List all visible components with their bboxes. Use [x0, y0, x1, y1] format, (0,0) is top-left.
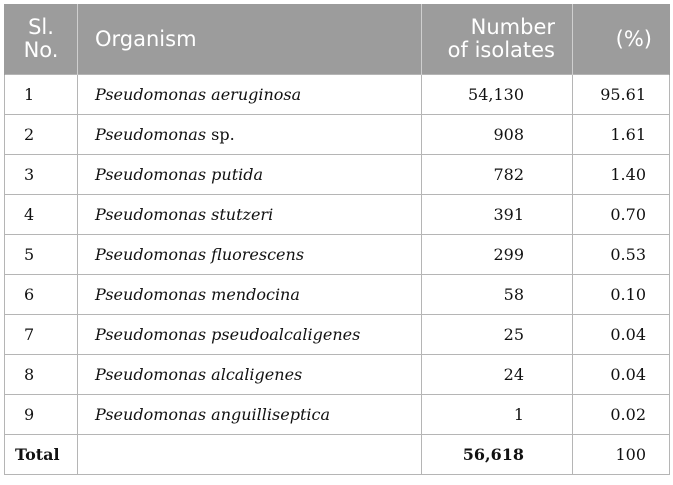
- cell-isolates: 54,130: [422, 75, 573, 115]
- cell-percent: 1.40: [573, 155, 670, 195]
- cell-organism: [78, 115, 422, 155]
- cell-sl-no: 8: [5, 355, 78, 395]
- organism-species: sp.: [211, 125, 235, 144]
- cell-organism: [78, 395, 422, 435]
- total-label: Total: [5, 435, 78, 475]
- cell-isolates: 391: [422, 195, 573, 235]
- cell-organism: [78, 355, 422, 395]
- cell-organism: [78, 75, 422, 115]
- table-row: [5, 195, 670, 235]
- table-row: [5, 155, 670, 195]
- table-row: [5, 235, 670, 275]
- cell-percent: 0.10: [573, 275, 670, 315]
- cell-isolates: 908: [422, 115, 573, 155]
- cell-sl-no: 9: [5, 395, 78, 435]
- organism-genus: Pseudomonas: [95, 205, 207, 224]
- cell-sl-no: 1: [5, 75, 78, 115]
- table-row: [5, 75, 670, 115]
- cell-isolates: 24: [422, 355, 573, 395]
- isolates-table: [4, 4, 670, 475]
- header-sl-no: Sl. No.: [5, 4, 78, 75]
- total-organism-empty: [78, 435, 422, 475]
- total-isolates: 56,618: [422, 435, 573, 475]
- cell-sl-no: 2: [5, 115, 78, 155]
- cell-sl-no: 6: [5, 275, 78, 315]
- table-row: [5, 315, 670, 355]
- organism-genus: Pseudomonas: [95, 405, 207, 424]
- cell-sl-no: 3: [5, 155, 78, 195]
- cell-organism: [78, 315, 422, 355]
- organism-genus: Pseudomonas: [95, 125, 207, 144]
- cell-percent: 0.02: [573, 395, 670, 435]
- table-body: [5, 75, 670, 475]
- cell-organism: [78, 275, 422, 315]
- organism-genus: Pseudomonas: [95, 165, 207, 184]
- cell-isolates: 782: [422, 155, 573, 195]
- organism-species: anguilliseptica: [211, 405, 330, 424]
- cell-isolates: 299: [422, 235, 573, 275]
- organism-species: stutzeri: [211, 205, 274, 224]
- organism-species: aeruginosa: [211, 85, 302, 104]
- cell-percent: 0.04: [573, 355, 670, 395]
- cell-organism: [78, 235, 422, 275]
- organism-genus: Pseudomonas: [95, 365, 207, 384]
- header-isolates: Number of isolates: [422, 4, 573, 75]
- organism-species: fluorescens: [211, 245, 305, 264]
- table-header: [5, 4, 670, 75]
- organism-genus: Pseudomonas: [95, 85, 207, 104]
- header-row: [5, 4, 670, 75]
- table-row: [5, 115, 670, 155]
- organism-species: mendocina: [211, 285, 300, 304]
- header-organism: Organism: [78, 4, 422, 75]
- total-row: [5, 435, 670, 475]
- header-percent: (%): [573, 4, 670, 75]
- cell-percent: 0.53: [573, 235, 670, 275]
- cell-sl-no: 4: [5, 195, 78, 235]
- cell-percent: 1.61: [573, 115, 670, 155]
- organism-genus: Pseudomonas: [95, 325, 207, 344]
- cell-sl-no: 7: [5, 315, 78, 355]
- organism-species: putida: [211, 165, 264, 184]
- table-row: [5, 355, 670, 395]
- cell-sl-no: 5: [5, 235, 78, 275]
- cell-isolates: 1: [422, 395, 573, 435]
- cell-isolates: 58: [422, 275, 573, 315]
- total-percent: 100: [573, 435, 670, 475]
- cell-organism: [78, 195, 422, 235]
- cell-percent: 0.04: [573, 315, 670, 355]
- organism-genus: Pseudomonas: [95, 285, 207, 304]
- table-row: [5, 395, 670, 435]
- cell-percent: 0.70: [573, 195, 670, 235]
- organism-species: alcaligenes: [211, 365, 303, 384]
- table-row: [5, 275, 670, 315]
- cell-organism: [78, 155, 422, 195]
- cell-isolates: 25: [422, 315, 573, 355]
- organism-genus: Pseudomonas: [95, 245, 207, 264]
- cell-percent: 95.61: [573, 75, 670, 115]
- organism-species: pseudoalcaligenes: [211, 325, 361, 344]
